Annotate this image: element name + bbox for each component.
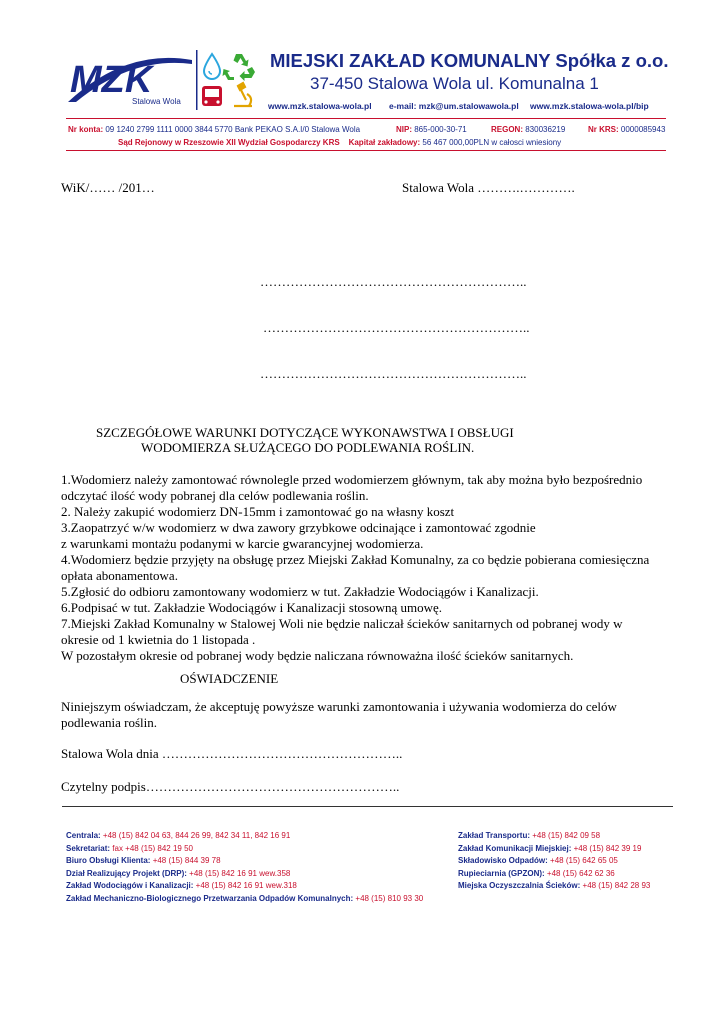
conditions-list bbox=[61, 472, 649, 664]
condition-line: 4.Wodomierz będzie przyjęty na obsługę przez Miejski Zakład Komunalny, za co będzie pobierana comiesięczna bbox=[61, 552, 650, 567]
condition-line: 2. Należy zakupić wodomierz DN-15mm i zamontować go na własny koszt bbox=[61, 504, 455, 519]
address-line-2: …………………………………………………….. bbox=[263, 320, 530, 335]
place-date: Stalowa Wola ……….…………. bbox=[402, 180, 575, 195]
capital-value: 56 467 000,00PLN w całosci wniesiony bbox=[422, 138, 562, 147]
contact-row: Zakład Mechaniczno-Biologicznego Przetwarzania Odpadów Komunalnych: +48 (15) 810 93 30 bbox=[66, 893, 424, 903]
contact-row: Składowisko Odpadów: +48 (15) 642 65 05 bbox=[458, 856, 618, 865]
capital-label: Kapitał zakładowy: bbox=[348, 138, 421, 147]
contact-row: Zakład Transportu: +48 (15) 842 09 58 bbox=[458, 831, 601, 840]
condition-line: W pozostałym okresie od pobranej wody będzie naliczana równoważna ilość ścieków sanitarnych. bbox=[61, 648, 574, 663]
contact-row: Centrala: +48 (15) 842 04 63, 844 26 99, 842 34 11, 842 16 91 bbox=[66, 831, 291, 840]
contact-row: Biuro Obsługi Klienta: +48 (15) 844 39 78 bbox=[66, 856, 221, 865]
water-drop-icon bbox=[204, 54, 220, 79]
website-link[interactable]: www.mzk.stalowa-wola.pl bbox=[268, 101, 372, 111]
condition-line: 1.Wodomierz należy zamontować równolegle przed wodomierzem głównym, tak aby można było bezpośrednio bbox=[61, 472, 643, 487]
document-title-line-2: WODOMIERZA SŁUŻĄCEGO DO PODLEWANIA ROŚLIN. bbox=[141, 440, 475, 455]
logo-subtext: Stalowa Wola bbox=[132, 97, 181, 106]
statement-line-1: Niniejszym oświadczam, że akceptuję powyższe warunki zamontowania i używania wodomierza do celów bbox=[61, 699, 617, 714]
signature-field: Czytelny podpis………………………………………………….. bbox=[61, 779, 400, 794]
condition-line: z warunkami montażu podanymi w karcie gwarancyjnej wodomierza. bbox=[61, 536, 424, 551]
footer-contacts-left bbox=[66, 830, 423, 905]
contact-row: Dział Realizujący Projekt (DRP): +48 (15) 842 16 91 wew.358 bbox=[66, 868, 291, 878]
document-title-line-1: SZCZEGÓŁOWE WARUNKI DOTYCZĄCE WYKONAWSTWA I OBSŁUGI bbox=[96, 425, 514, 440]
bus-icon bbox=[202, 86, 222, 106]
microscope-icon bbox=[234, 83, 252, 106]
account-label: Nr konta: bbox=[68, 125, 104, 134]
condition-line: 6.Podpisać w tut. Zakładzie Wodociągów i Kanalizacji stosowną umowę. bbox=[61, 600, 443, 615]
registry-line-2 bbox=[118, 138, 561, 147]
condition-line: odczytać ilość wody pobranej dla celów podlewania roślin. bbox=[61, 488, 369, 503]
krs-value: 0000085943 bbox=[620, 125, 666, 134]
regon-value: 830036219 bbox=[525, 125, 566, 134]
contact-row: Zakład Komunikacji Miejskiej: +48 (15) 842 39 19 bbox=[458, 843, 642, 853]
regon bbox=[491, 125, 565, 134]
contact-row: Miejska Oczyszczalnia Ścieków: +48 (15) 842 28 93 bbox=[458, 881, 651, 890]
condition-line: okresie od 1 kwietnia do 1 listopada . bbox=[61, 632, 256, 647]
address-line-3: …………………………………………………….. bbox=[260, 366, 527, 381]
email-link[interactable]: e-mail: mzk@um.stalowawola.pl bbox=[389, 101, 519, 111]
krs-label: Nr KRS: bbox=[588, 125, 619, 134]
document-reference: WiK/…… /201… bbox=[61, 180, 155, 195]
recycle-icon bbox=[223, 54, 256, 81]
contact-row: Rupieciarnia (GPZON): +48 (15) 642 62 36 bbox=[458, 868, 615, 878]
condition-line: 3.Zaopatrzyć w/w wodomierz w dwa zawory grzybkowe odcinające i zamontować zgodnie bbox=[61, 520, 536, 535]
registry-line-1 bbox=[68, 125, 360, 134]
header-divider bbox=[66, 118, 666, 119]
logo-text: MZK bbox=[70, 59, 153, 101]
regon-label: REGON: bbox=[491, 125, 523, 134]
date-field: Stalowa Wola dnia ……………………………………………….. bbox=[61, 746, 403, 761]
statement-line-2: podlewania roślin. bbox=[61, 715, 158, 730]
statement-title: OŚWIADCZENIE bbox=[180, 671, 279, 686]
court-text: Sąd Rejonowy w Rzeszowie XII Wydział Gospodarczy KRS bbox=[118, 138, 340, 147]
nip bbox=[396, 125, 467, 134]
company-name: MIEJSKI ZAKŁAD KOMUNALNY Spółka z o.o. bbox=[270, 50, 669, 71]
nip-value: 865-000-30-71 bbox=[414, 125, 467, 134]
company-address: 37-450 Stalowa Wola ul. Komunalna 1 bbox=[310, 74, 599, 93]
condition-line: opłata abonamentowa. bbox=[61, 568, 178, 583]
condition-line: 5.Zgłosić do odbioru zamontowany wodomierz w tut. Zakładzie Wodociągów i Kanalizacji. bbox=[61, 584, 539, 599]
account-value: 09 1240 2799 1111 0000 3844 5770 Bank PEKAO S.A.I/0 Stalowa Wola bbox=[105, 125, 361, 134]
bip-link[interactable]: www.mzk.stalowa-wola.pl/bip bbox=[530, 101, 649, 111]
company-logo bbox=[66, 50, 266, 112]
nip-label: NIP: bbox=[396, 125, 412, 134]
footer-contacts-right bbox=[458, 830, 650, 893]
registry-divider bbox=[66, 150, 666, 151]
krs bbox=[588, 125, 665, 134]
footer-divider bbox=[62, 806, 673, 807]
condition-line: 7.Miejski Zakład Komunalny w Stalowej Woli nie będzie naliczał ścieków sanitarnych od pobranej wody w bbox=[61, 616, 623, 631]
contact-row: Sekretariat: fax +48 (15) 842 19 50 bbox=[66, 843, 193, 853]
address-line-1: …………………………………………………….. bbox=[260, 274, 527, 289]
contact-row: Zakład Wodociągów i Kanalizacji: +48 (15) 842 16 91 wew.318 bbox=[66, 881, 297, 890]
mzk-logo-graphic bbox=[66, 50, 266, 112]
